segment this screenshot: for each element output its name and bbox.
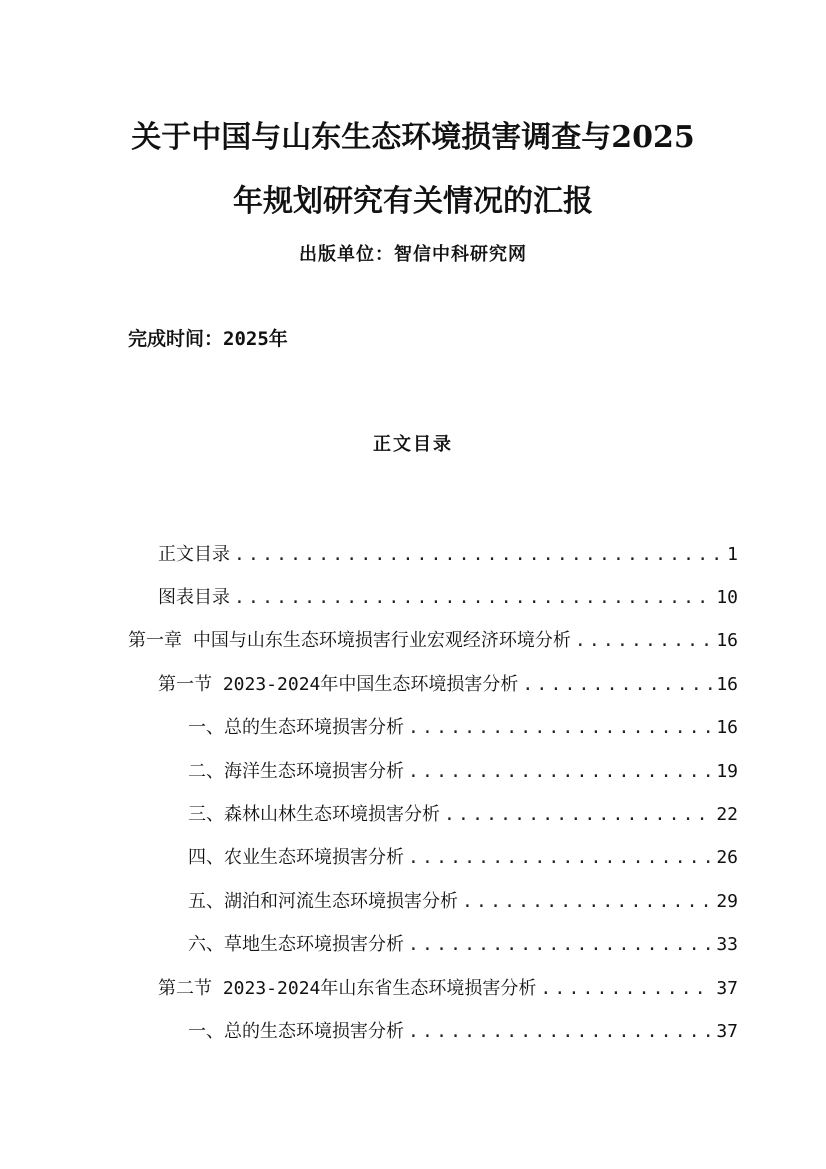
toc-entry[interactable] bbox=[0, 618, 826, 661]
document-title-line-1: 关于中国与山东生态环境损害调查与2025 bbox=[131, 120, 695, 155]
toc-entry-title: 三、森林山林生态环境损害分析 bbox=[188, 804, 440, 826]
toc-page-number: 37 bbox=[716, 977, 738, 999]
toc-page-number: 16 bbox=[716, 673, 738, 695]
toc-leader-dots bbox=[444, 804, 712, 825]
toc-page-number: 29 bbox=[716, 890, 738, 912]
toc-entry[interactable] bbox=[0, 748, 826, 791]
toc-leader-dots bbox=[462, 891, 712, 912]
toc-leader-dots bbox=[234, 587, 712, 608]
toc-entry-title: 第一节 2023-2024年中国生态环境损害分析 bbox=[158, 673, 519, 695]
publisher-line: 出版单位：智信中科研究网 bbox=[299, 244, 527, 265]
toc-entry[interactable] bbox=[0, 531, 826, 574]
toc-entry-title: 六、草地生态环境损害分析 bbox=[188, 934, 404, 956]
toc-leader-dots bbox=[522, 674, 712, 695]
toc-leader-dots bbox=[234, 544, 723, 565]
toc-leader-dots bbox=[408, 717, 712, 738]
toc-entry[interactable] bbox=[0, 705, 826, 748]
toc-entry[interactable] bbox=[0, 661, 826, 704]
toc-entry-title: 一、总的生态环境损害分析 bbox=[188, 1020, 404, 1042]
toc-entry-title: 五、湖泊和河流生态环境损害分析 bbox=[188, 890, 458, 912]
toc-entry[interactable] bbox=[0, 965, 826, 1008]
toc-page-number: 33 bbox=[716, 934, 738, 956]
toc-page-number: 16 bbox=[716, 717, 738, 739]
toc-entry-title: 图表目录 bbox=[158, 587, 230, 609]
toc-entry-title: 一、总的生态环境损害分析 bbox=[188, 717, 404, 739]
toc-entry-title: 二、海洋生态环境损害分析 bbox=[188, 760, 404, 782]
toc-leader-dots bbox=[408, 847, 712, 868]
toc-heading: 正文目录 bbox=[373, 434, 453, 455]
toc-leader-dots bbox=[408, 934, 712, 955]
toc-entry[interactable] bbox=[0, 791, 826, 834]
document-title-line-2: 年规划研究有关情况的汇报 bbox=[233, 184, 593, 219]
toc-page-number: 37 bbox=[716, 1020, 738, 1042]
toc-page-number: 22 bbox=[716, 804, 738, 826]
toc-entry[interactable] bbox=[0, 574, 826, 617]
toc-page-number: 19 bbox=[716, 760, 738, 782]
toc-entry[interactable] bbox=[0, 922, 826, 965]
toc-leader-dots bbox=[408, 761, 712, 782]
toc-entry[interactable] bbox=[0, 1008, 826, 1051]
toc-leader-dots bbox=[540, 978, 712, 999]
toc-page-number: 10 bbox=[716, 587, 738, 609]
completion-date: 完成时间：2025年 bbox=[128, 328, 288, 350]
toc-entry[interactable] bbox=[0, 835, 826, 878]
toc-entry-title: 四、农业生态环境损害分析 bbox=[188, 847, 404, 869]
toc-page-number: 16 bbox=[716, 630, 738, 652]
toc-entry-title: 正文目录 bbox=[158, 543, 230, 565]
toc-entry-title: 第二节 2023-2024年山东省生态环境损害分析 bbox=[158, 977, 537, 999]
table-of-contents bbox=[0, 531, 826, 1052]
toc-page-number: 26 bbox=[716, 847, 738, 869]
toc-entry[interactable] bbox=[0, 878, 826, 921]
toc-entry-title: 第一章 中国与山东生态环境损害行业宏观经济环境分析 bbox=[128, 630, 571, 652]
toc-leader-dots bbox=[408, 1021, 712, 1042]
toc-leader-dots bbox=[575, 630, 712, 651]
toc-page-number: 1 bbox=[727, 543, 738, 565]
